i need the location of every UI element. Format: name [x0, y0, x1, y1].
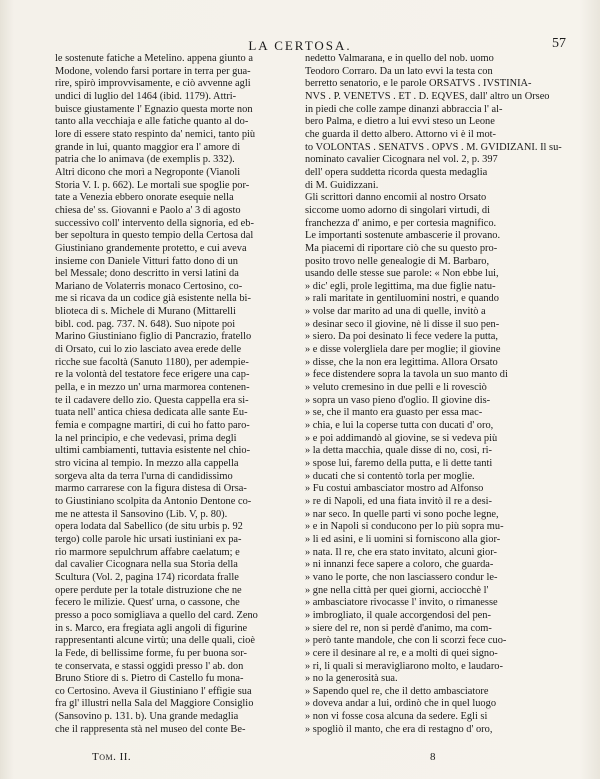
text-line: » imbrogliato, il quale accorgendosi del pen-: [305, 609, 491, 621]
text-line: » desinar seco il giovine, nè li disse il suo pen-: [305, 318, 500, 330]
text-line: » ri, li quali si meravigliarono molto, e laudaro-: [305, 660, 503, 672]
text-line: rire, spirò improvvisamente, e ciò avvenne agli: [55, 78, 251, 90]
text-line: di Orsato, cui lo zio lasciato avea erede delle: [55, 344, 242, 356]
text-line: le sostenute fatiche a Metelino. appena giunto a: [55, 53, 253, 64]
text-line: presso a poco somigliava a quello del card. Zeno: [55, 609, 258, 621]
text-line: di M. Guidizzani.: [305, 179, 379, 191]
text-line: Ma piacemi di riportare ciò che su questo pro-: [305, 242, 498, 254]
text-line: in s. Marco, era fregiata agli angoli di figurine: [55, 622, 248, 634]
text-line: insieme con Daniele Vitturi fatto dono di un: [55, 255, 239, 267]
text-line: tergo) colle parole hic ursati iustiniani ex pa-: [55, 533, 242, 545]
text-line: stro vicina al tempio. In mezzo alla cappella: [55, 458, 239, 469]
text-line: dell' opera suddetta ricorda questa medaglia: [305, 166, 488, 178]
text-line: pella, e in mezzo un' urna marmorea contenen-: [55, 382, 250, 394]
text-line: grande in lui, quanto maggior era l' amore di: [55, 141, 241, 153]
text-line: successivo coll' intervento della signoria, ed eb-: [55, 217, 254, 229]
text-line: la Fede, di bellissime forme, fu per buona sor-: [55, 647, 247, 659]
text-line: posito trovo nelle genealogie di M. Barbaro,: [305, 255, 490, 267]
page-number: 57: [552, 36, 566, 51]
text-line: » e in Napoli si conducono per lo più sopra mu-: [305, 521, 504, 533]
text-line: » sopra un vaso pieno d'oglio. Il giovine dis-: [305, 394, 491, 406]
text-line: opera lodata dal Sabellico (de situ urbis p. 92: [55, 521, 243, 533]
text-line: » disse, che la non era legittima. Allora Orsato: [305, 356, 498, 368]
text-line: » ducati che si contentò torla per moglie.: [305, 470, 475, 482]
text-line: » nar seco. In quelle parti vi sono poche legne,: [305, 508, 499, 520]
text-line: » Sapendo quel re, che il detto ambasciatore: [305, 685, 489, 697]
text-line: Marino Giustiniano figlio di Pancrazio, fratello: [55, 331, 252, 343]
right-column: [305, 53, 564, 736]
running-header: LA CERTOSA.: [248, 38, 352, 53]
text-line: berretto senatorio, e le parole ORSATVS . IVSTINIA-: [305, 78, 532, 90]
text-line: Scultura (Vol. 2, pagina 174) ricordata fralle: [55, 571, 239, 583]
text-line: nominato cavalier Cicognara nel vol. 2, p. 397: [305, 154, 498, 166]
text-line: rio marmore sepulchrum affabre caelatum; e: [55, 546, 240, 558]
text-line: » spogliò il manto, che era di restagno d' oro,: [305, 723, 493, 735]
text-line: femia e compagne martiri, di cui ho fatto paro-: [55, 420, 250, 432]
text-line: nedetto Valmarana, e in quello del nob. uomo: [305, 53, 494, 64]
text-line: me si ricava da un codice già esistente nella bi-: [55, 293, 251, 305]
text-line: tanto alla vecchiaja e alle fatiche quanto al do-: [55, 116, 249, 128]
text-line: Storia V. I. p. 662). Le mortali sue spoglie por-: [55, 179, 250, 191]
text-line: Altri dicono che morì a Negroponte (Vianoli: [55, 166, 241, 178]
text-line: rappresentanti alcune virtù; una delle quali, cioè: [55, 635, 255, 647]
text-line: opere perdute per la totale distruzione che ne: [55, 584, 242, 596]
text-line: bero Palma, e dietro a lui evvi steso un Leone: [305, 116, 495, 128]
text-line: ber sepoltura in questo tempio della Certosa dal: [55, 230, 254, 242]
text-line: » se, che il manto era guasto per essa mac-: [305, 407, 483, 419]
text-line: lore di essere stato respinto da' nemici, tanto più: [55, 128, 256, 140]
left-column: [55, 53, 313, 736]
text-line: co Certosino. Aveva il Giustiniano l' effigie sua: [55, 685, 252, 697]
text-line: bibl. cod. pag. 737. N. 648). Suo nipote poi: [55, 318, 236, 330]
text-line: » spose lui, faremo della putta, e li dette tanti: [305, 458, 493, 469]
text-line: (Sansovino p. 131. b). Una grande medaglia: [55, 711, 239, 723]
text-line: Le importanti sostenute ambascerie il provano.: [305, 230, 501, 242]
text-line: to VOLONTAS . SENATVS . OPVS . M. GVIDIZANI. Il su-: [305, 141, 562, 153]
text-line: undici di luglio del 1464 (ibid. 1179). Attri-: [55, 90, 237, 102]
text-line: ultimi cambiamenti, tuttavia esistente nel chio-: [55, 445, 251, 457]
text-line: ricche sue facoltà (Sanuto 1180), per adempie-: [55, 356, 249, 368]
text-line: che il rappresenta stà nel museo del conte Be-: [55, 723, 246, 735]
text-line: dal cavalier Cicognara nella sua Storia della: [55, 559, 238, 571]
text-line: » e poi addimandò al giovine, se si vedeva più: [305, 432, 498, 444]
text-line: » la detta macchia, quale disse di no, così, ri-: [305, 445, 492, 457]
text-line: » siero. Da poi desinato li fece vedere la putta,: [305, 331, 499, 343]
text-line: Teodoro Corraro. Da un lato evvi la testa con: [305, 65, 493, 77]
text-line: » re di Napoli, ed una fiata invitò il re a desi-: [305, 495, 492, 507]
text-line: me ne attesta il Sansovino (Lib. V, p. 80).: [55, 508, 228, 520]
text-line: » nata. Il re, che era stato invitato, alcuni gior-: [305, 546, 497, 558]
text-line: » volse dar marito ad una di quelle, invitò a: [305, 306, 486, 318]
text-line: usando delle stesse sue parole: « Non ebbe lui,: [305, 268, 499, 280]
tome-label: Tom. II.: [92, 751, 132, 763]
text-line: te conservata, e stassi oggidì presso l' ab. don: [55, 660, 244, 672]
text-line: bel Messale; dono descritto in versi latini da: [55, 268, 239, 280]
text-line: » dic' egli, prole legittima, ma due figlie natu-: [305, 280, 496, 292]
text-line: » e disse volergliela dare per moglie; il giovine: [305, 344, 501, 356]
text-line: Modone, volendo farsi portare in terra per gua-: [55, 65, 251, 77]
text-line: franchezza d' animo, e per cortesia magnifico.: [305, 217, 497, 229]
text-line: fra gl' illustri nella Sala del Maggiore Consiglio: [55, 698, 254, 710]
text-line: » rali maritate in gentiluomini nostri, e quando: [305, 293, 499, 305]
text-line: Gli scrittori danno encomii al nostro Orsato: [305, 192, 487, 204]
text-line: re la volontà del testatore fece erigere una cap-: [55, 369, 250, 381]
text-line: NVS . P. VENETVS . ET . D. EQVES, dall' altro un Orseo: [305, 90, 550, 102]
text-line: blioteca di s. Michele di Murano (Mittarelli: [55, 306, 236, 318]
signature-mark: 8: [430, 751, 436, 763]
text-line: » ambasciatore rivocasse l' invito, o rimanesse: [305, 597, 498, 609]
text-line: Mariano de Volaterris monaco Certosino, co-: [55, 280, 243, 292]
text-line: in piedi che colle zampe dinanzi abbraccia l' al-: [305, 103, 503, 115]
text-line: » li ed asini, e li uomini si forniscono alla gior-: [305, 533, 501, 545]
text-line: buisce giustamente l' Egnazio questa morte non: [55, 103, 253, 115]
text-line: » fece distendere sopra la tavola un suo manto di: [305, 369, 508, 381]
text-line: te il cadavere dello zio. Questa cappella era si-: [55, 394, 249, 406]
text-line: » cere il desinare al re, e a molti di quei signo-: [305, 647, 498, 659]
text-line: » chia, e lui la coperse tutta con ducati d' oro,: [305, 420, 494, 432]
text-line: » vano le porte, che non lasciassero condur le-: [305, 571, 498, 583]
text-line: » non vi fosse cosa alcuna da sedere. Egli si: [305, 711, 488, 723]
text-line: » doveva andar a lui, ordinò che in quel luogo: [305, 698, 497, 710]
text-line: marmo carrarese con la figura distesa di Orsa-: [55, 483, 247, 495]
text-line: sorgeva alta da terra l'urna di candidissimo: [55, 470, 233, 482]
text-line: » Fu costui ambasciator mostro ad Alfonso: [305, 483, 484, 495]
text-line: fecero le milizie. Quest' urna, o cassone, che: [55, 597, 240, 609]
text-line: Bruno Stiore di s. Pietro di Castello fu mona-: [55, 673, 244, 685]
text-line: che guarda il detto albero. Attorno vi è il mot-: [305, 128, 497, 140]
text-line: » veluto cremesino in due pelli e li rovesciò: [305, 382, 487, 394]
text-line: tate a Venezia ebbero onorate esequie nella: [55, 192, 234, 204]
text-line: » siere del re, non si perdè d'animo, ma com-: [305, 622, 492, 634]
text-line: to Giustiniano scolpita da Antonio Dentone co-: [55, 495, 252, 507]
text-line: » no la generosità sua.: [305, 673, 398, 685]
text-line: » ni innanzi fece sapere a coloro, che guarda-: [305, 559, 494, 571]
text-line: chiesa de' ss. Giovanni e Paolo a' 3 di agosto: [55, 204, 241, 216]
text-line: Giustiniano grandemente protetto, e cui aveva: [55, 242, 247, 254]
text-line: patria che lo animava (de exemplis p. 332).: [55, 154, 235, 166]
text-line: tuata nell' antica chiesa dedicata alle sante Eu-: [55, 407, 248, 419]
text-line: » però tante mandole, che con li scorzi fece cuo-: [305, 635, 507, 647]
text-line: la nel principio, e che vedevasi, prima degli: [55, 432, 237, 444]
text-line: siccome uomo adorno di singolari virtudi, di: [305, 204, 490, 216]
text-line: » gne nella città per quei giorni, acciocchè l': [305, 584, 489, 596]
